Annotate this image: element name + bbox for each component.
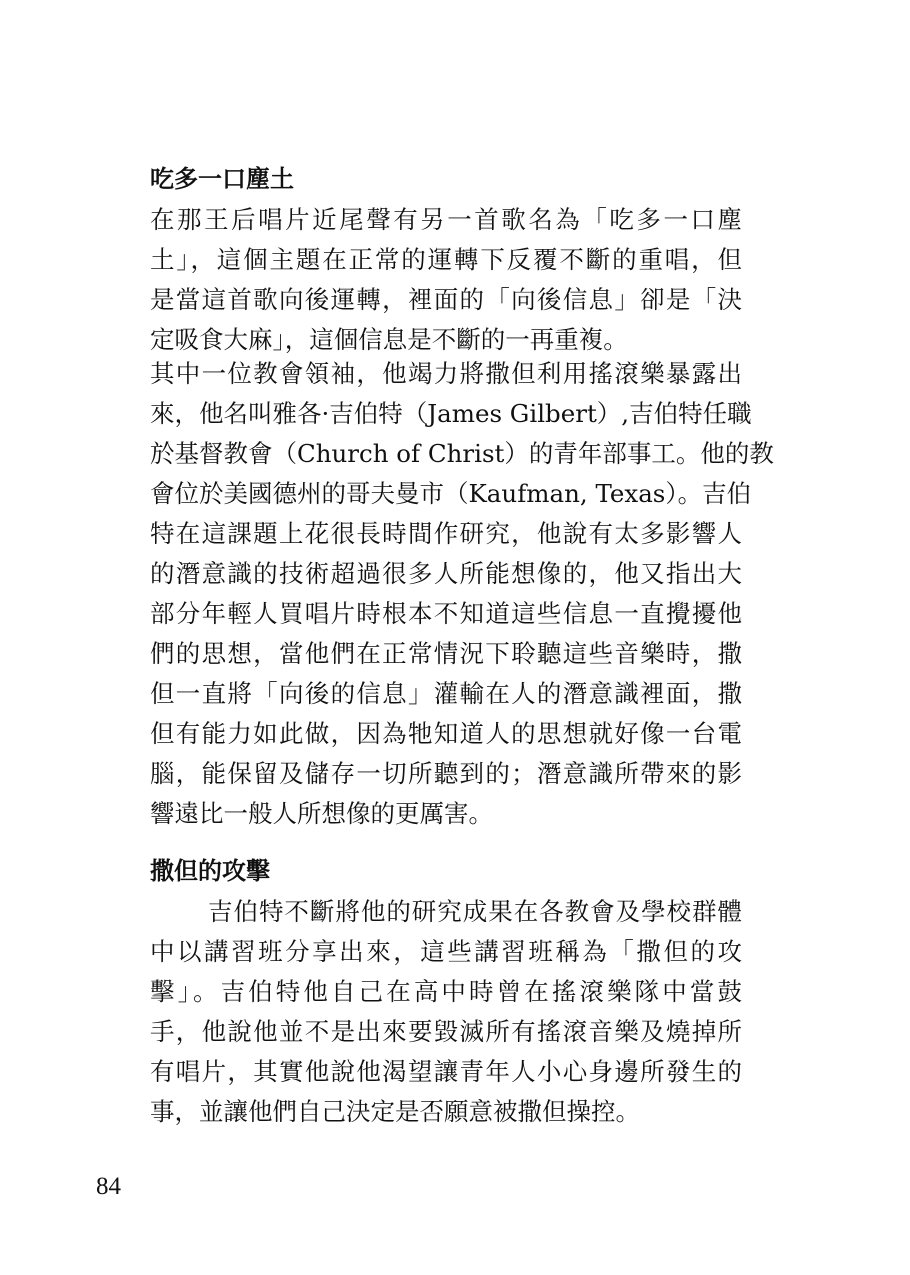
text-line: 但一直將「向後的信息」灌輸在人的潛意識裡面，撒 xyxy=(150,679,742,708)
text-line: 特在這課題上花很長時間作研究，他說有太多影響人 xyxy=(150,519,742,548)
text-line: 在那王后唱片近尾聲有另一首歌名為「吃多一口塵 xyxy=(150,205,742,234)
text-line: 但有能力如此做，因為牠知道人的思想就好像一台電 xyxy=(150,719,742,748)
text-line: 會位於美國德州的哥夫曼市（Kaufman, Texas）。吉伯 xyxy=(150,479,752,508)
text-line: 的潛意識的技術超過很多人所能想像的，他又指出大 xyxy=(150,559,742,588)
text-line: 是當這首歌向後運轉，裡面的「向後信息」卻是「決 xyxy=(150,285,742,314)
text-line: 於基督教會（Church of Christ）的青年部事工。他的教 xyxy=(150,439,774,468)
text-line: 來，他名叫雅各·吉伯特（James Gilbert）,吉伯特任職 xyxy=(150,399,752,428)
text-line: 擊」。吉伯特他自己在高中時曾在搖滾樂隊中當鼓 xyxy=(150,977,742,1006)
text-line: 有唱片，其實他說他渴望讓青年人小心身邊所發生的 xyxy=(150,1057,742,1086)
text-line: 土」，這個主題在正常的運轉下反覆不斷的重唱，但 xyxy=(150,245,742,274)
text-line: 吉伯特不斷將他的研究成果在各教會及學校群體 xyxy=(208,897,742,926)
section-title-satan-attack: 撒但的攻擊 xyxy=(150,857,270,885)
text-line: 部分年輕人買唱片時根本不知道這些信息一直攪擾他 xyxy=(150,599,742,628)
text-line: 事，並讓他們自己決定是否願意被撒但操控。 xyxy=(150,1097,640,1126)
text-line: 中以講習班分享出來，這些講習班稱為「撒但的攻 xyxy=(150,937,742,966)
text-line: 定吸食大麻」，這個信息是不斷的一再重複。 xyxy=(150,325,628,354)
page-number: 84 xyxy=(96,1173,121,1200)
text-line: 們的思想，當他們在正常情況下聆聽這些音樂時，撒 xyxy=(150,639,742,668)
paragraph-queen-record xyxy=(150,200,742,360)
paragraph-gilbert-seminars xyxy=(150,892,742,1132)
text-line: 其中一位教會領袖，他竭力將撒但利用搖滾樂暴露出 xyxy=(150,359,742,388)
section-title-eat-more-dust: 吃多一口塵土 xyxy=(150,165,294,193)
paragraph-james-gilbert xyxy=(150,354,774,834)
text-line: 腦，能保留及儲存一切所聽到的；潛意識所帶來的影 xyxy=(150,759,742,788)
text-line: 響遠比一般人所想像的更厲害。 xyxy=(150,799,493,828)
text-line: 手，他說他並不是出來要毀滅所有搖滾音樂及燒掉所 xyxy=(150,1017,742,1046)
